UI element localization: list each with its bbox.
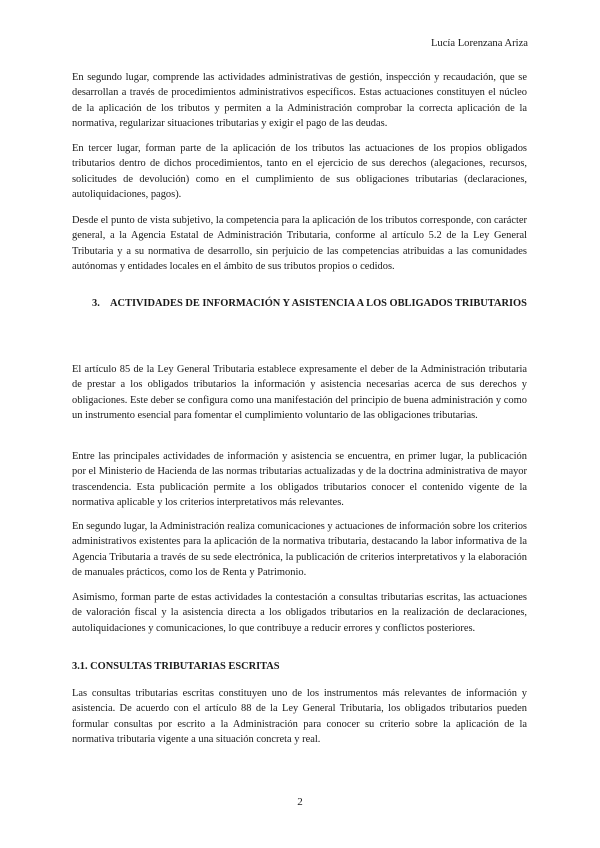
page-number: 2 [297,796,303,808]
paragraph: En tercer lugar, forman parte de la aplicación de los tributos las actuaciones de los propios obligados tributarios dentro de dichos procedimientos, tanto en el ejercicio de sus derechos (alegaciones, recursos, solicitudes de devolución) como en el cumplimiento de sus obligaciones tributarias (declaraciones, autoliquidaciones, pagos). [72,143,527,201]
paragraph: Asimismo, forman parte de estas actividades la contestación a consultas tributarias escritas, las actuaciones de valoración fiscal y la asistencia directa a los obligados tributarios en la realización de declaraciones, autoliquidaciones y comunicaciones, lo que contribuye a reducir errores y conflictos posteriores. [72,592,527,634]
section-title: ACTIVIDADES DE INFORMACIÓN Y ASISTENCIA A LOS OBLIGADOS TRIBUTARIOS [110,298,527,309]
paragraph: Las consultas tributarias escritas constituyen uno de los instrumentos más relevantes de información y asistencia. De acuerdo con el artículo 88 de la Ley General Tributaria, los obligados tributarios pueden formular consultas por escrito a la Administración para conocer su criterio sobre la aplicación de la normativa tributaria vigente a una situación concreta y real. [72,688,527,746]
paragraph: Desde el punto de vista subjetivo, la competencia para la aplicación de los tributos corresponde, con carácter general, a la Agencia Estatal de Administración Tributaria, conforme al artículo 5.2 de la Ley General Tributaria y a su normativa de desarrollo, sin perjuicio de las competencias atribuidas a las comunidades autónomas y entidades locales en el ámbito de sus tributos propios o cedidos. [72,215,527,273]
running-header-author: Lucía Lorenzana Ariza [430,38,528,49]
subsection-heading-3-1: 3.1. CONSULTAS TRIBUTARIAS ESCRITAS [72,661,280,672]
paragraph: En segundo lugar, comprende las actividades administrativas de gestión, inspección y recaudación, que se desarrollan a través de procedimientos administrativos específicos. Estas actuaciones constituyen el núcleo de la aplicación de los tributos y permiten a la Administración comprobar la correcta aplicación de la normativa, regularizar situaciones tributarias y exigir el pago de las deudas. [72,72,527,130]
paragraph: El artículo 85 de la Ley General Tributaria establece expresamente el deber de la Administración tributaria de prestar a los obligados tributarios la información y asistencia necesarias acerca de sus derechos y obligaciones. Este deber se configura como una manifestación del principio de buena administración y como un instrumento esencial para fomentar el cumplimiento voluntario de las obligaciones tributarias. [72,364,527,422]
section-number: 3. [92,298,100,309]
section-heading-3 [72,296,527,311]
paragraph: Entre las principales actividades de información y asistencia se encuentra, en primer lugar, la publicación por el Ministerio de Hacienda de las normas tributarias actualizadas y de la doctrina administrativa de mayor trascendencia. Esta publicación permite a los obligados tributarios conocer el contenido vigente de la normativa aplicable y los criterios interpretativos más relevantes. [72,451,527,509]
paragraph: En segundo lugar, la Administración realiza comunicaciones y actuaciones de información sobre los criterios administrativos existentes para la aplicación de la normativa tributaria, destacando la labor informativa de la Agencia Tributaria a través de su sede electrónica, la publicación de criterios interpretativos y la elaboración de manuales prácticos, como los de Renta y Patrimonio. [72,521,527,579]
